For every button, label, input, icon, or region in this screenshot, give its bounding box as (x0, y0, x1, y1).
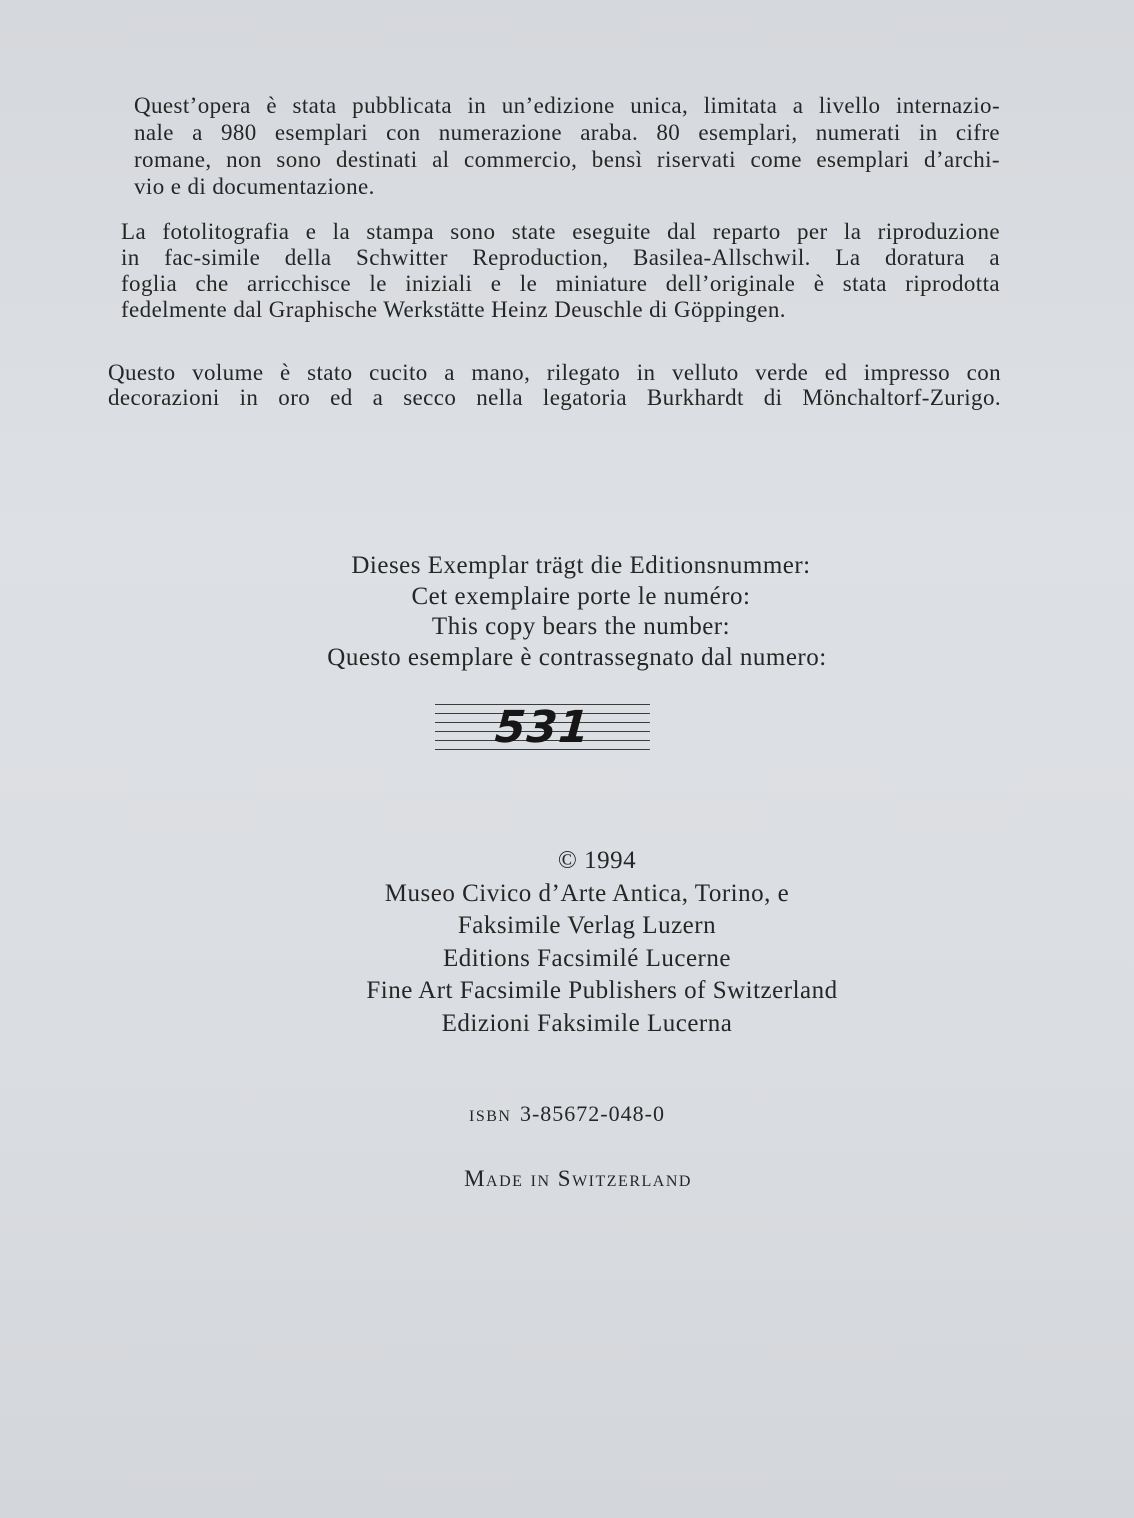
isbn (0, 1101, 1134, 1127)
edition-line-french: Cet exemplaire porte le numéro: (411, 582, 751, 610)
paragraph-line: vio e di documentazione. (134, 174, 375, 199)
publisher-line: Fine Art Facsimile Publishers of Switzerland (366, 977, 838, 1004)
paragraph-line: decorazioni in oro ed a secco nella legatoria Burkhardt di Mönchaltorf-Zurigo. (108, 385, 1001, 410)
publisher-line: Faksimile Verlag Luzern (457, 912, 717, 939)
paragraph-line: in fac-simile della Schwitter Reproduction, Basilea-Allschwil. La doratura a (121, 245, 1000, 270)
isbn-value: 3-85672-048-0 (519, 1101, 665, 1126)
paragraph-line: Quest’opera è stata pubblicata in un’edizione unica, limitata a livello internazio- (134, 93, 1000, 118)
paragraph-line: nale a 980 esemplari con numerazione araba. 80 esemplari, numerati in cifre (134, 120, 1000, 145)
paragraph-line: foglia che arricchisce le iniziali e le miniature dell’originale è stata riprodotta (121, 271, 1000, 296)
edition-line-english: This copy bears the number: (431, 613, 731, 640)
binding-paragraph (108, 360, 1001, 410)
publisher-line: Edizioni Faksimile Lucerna (441, 1009, 733, 1037)
paragraph-line: La fotolitografia e la stampa sono state eseguite dal reparto per la riproduzione (121, 219, 1000, 244)
edition-line-german: Dieses Exemplar trägt die Editionsnummer: (351, 552, 811, 579)
isbn-label: ISBN (469, 1108, 512, 1125)
paragraph-line: fedelmente dal Graphische Werkstätte Heinz Deuschle di Göppingen. (121, 297, 786, 322)
edition-statement (0, 551, 1134, 673)
publisher-line: Editions Facsimilé Lucerne (443, 944, 731, 972)
paragraph-line: Questo volume è stato cucito a mano, rilegato in velluto verde ed impresso con (108, 360, 1001, 385)
limited-edition-paragraph (134, 92, 1000, 200)
edition-number: 531 (493, 702, 592, 753)
edition-number-box (435, 700, 650, 756)
publisher-line: Museo Civico d’Arte Antica, Torino, e (384, 879, 790, 907)
made-in-label: Made in Switzerland (464, 1166, 692, 1191)
imprint-block (0, 845, 1134, 1040)
copyright-line: © 1994 (557, 847, 637, 874)
printing-paragraph (121, 219, 1000, 323)
paragraph-line: romane, non sono destinati al commercio, bensì riservati come esemplari d’archi- (134, 147, 1000, 172)
edition-line-italian: Questo esemplare è contrassegnato dal numero: (327, 643, 827, 671)
